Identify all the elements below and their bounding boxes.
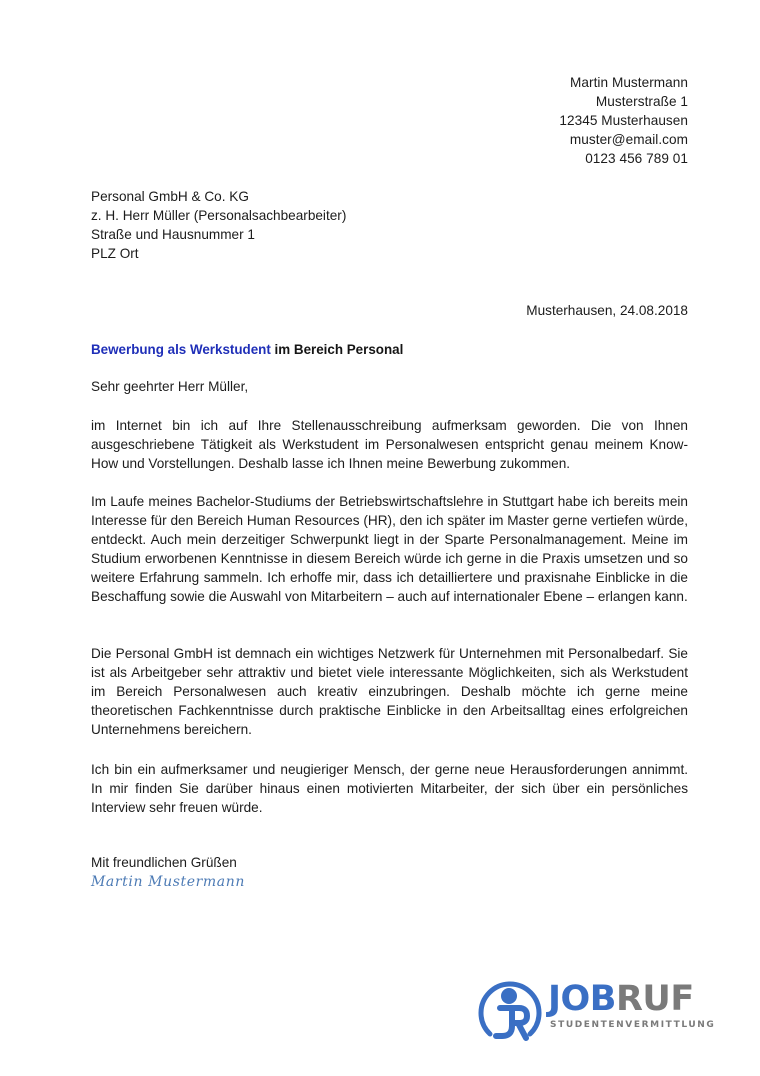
- salutation: Sehr geehrter Herr Müller,: [91, 379, 249, 394]
- wordmark-ruf: RUF: [615, 979, 694, 1019]
- closing-line: Mit freundlichen Grüßen: [91, 855, 237, 870]
- letter-date: Musterhausen, 24.08.2018: [526, 303, 688, 318]
- body-paragraph-1: im Internet bin ich auf Ihre Stellenausschreibung aufmerksam geworden. Die von Ihnen ausgeschriebene Tätigkeit als Werkstudent im Personalwesen entspricht genau meinem Know-How und Vorstellungen. Deshalb lasse ich Ihnen meine Bewerbung zukommen.: [91, 418, 688, 471]
- sender-street: Musterstraße 1: [595, 94, 688, 109]
- subject-rest: im Bereich Personal: [270, 342, 404, 357]
- jobruf-runner-logo-icon: [476, 976, 544, 1044]
- wordmark-job: JOB: [548, 979, 616, 1019]
- sender-address-block: [559, 73, 688, 168]
- signature: Martin Mustermann: [91, 874, 245, 890]
- recipient-street: Straße und Hausnummer 1: [91, 227, 255, 242]
- sender-phone: 0123 456 789 01: [585, 151, 688, 166]
- subject-accent: Bewerbung als Werkstudent: [91, 342, 271, 357]
- subject-line: [91, 340, 403, 359]
- logo-tagline: STUDENTENVERMITTLUNG: [550, 1020, 716, 1030]
- jobruf-logo: [476, 976, 716, 1044]
- body-paragraph-4: Ich bin ein aufmerksamer und neugieriger Mensch, der gerne neue Herausforderungen annimmt. In mir finden Sie darüber hinaus einen motivierten Mitarbeiter, der sich über ein persönliches Interview sehr freuen würde.: [91, 762, 688, 815]
- sender-city: 12345 Musterhausen: [559, 113, 688, 128]
- body-paragraph-3: Die Personal GmbH ist demnach ein wichtiges Netzwerk für Unternehmen mit Personalbedarf. Sie ist als Arbeitgeber sehr attraktiv und bietet viele interessante Möglichkeiten, sich als Werkstudent im Bereich Personalwesen auch kreativ einzubringen. Deshalb möchte ich gerne meine theoretischen Fachkenntnisse durch praktische Einblicke in den Arbeitsalltag eines erfolgreichen Unternehmens bereichern.: [91, 646, 688, 737]
- recipient-city: PLZ Ort: [91, 246, 139, 261]
- sender-email: muster@email.com: [569, 132, 688, 147]
- sender-name: Martin Mustermann: [570, 75, 688, 90]
- recipient-address-block: [91, 187, 346, 263]
- jobruf-wordmark: [548, 980, 694, 1018]
- body-paragraph-2: Im Laufe meines Bachelor-Studiums der Betriebswirtschaftslehre in Stuttgart habe ich bereits mein Interesse für den Bereich Human Resources (HR), den ich später im Master gerne vertiefen würde, entdeckt. Auch mein derzeitiger Schwerpunkt liegt in der Sparte Personalmanagement. Meine im Studium erworbenen Kenntnisse in diesem Bereich würde ich gerne in die Praxis umsetzen und so weitere Erfahrung sammeln. Ich erhoffe mir, dass ich detailliertere und praxisnahe Einblicke in die Beschaffung sowie die Auswahl von Mitarbeitern – auch auf internationaler Ebene – erlangen kann.: [91, 494, 688, 604]
- recipient-attention: z. H. Herr Müller (Personalsachbearbeiter): [91, 208, 347, 223]
- recipient-company: Personal GmbH & Co. KG: [91, 189, 249, 204]
